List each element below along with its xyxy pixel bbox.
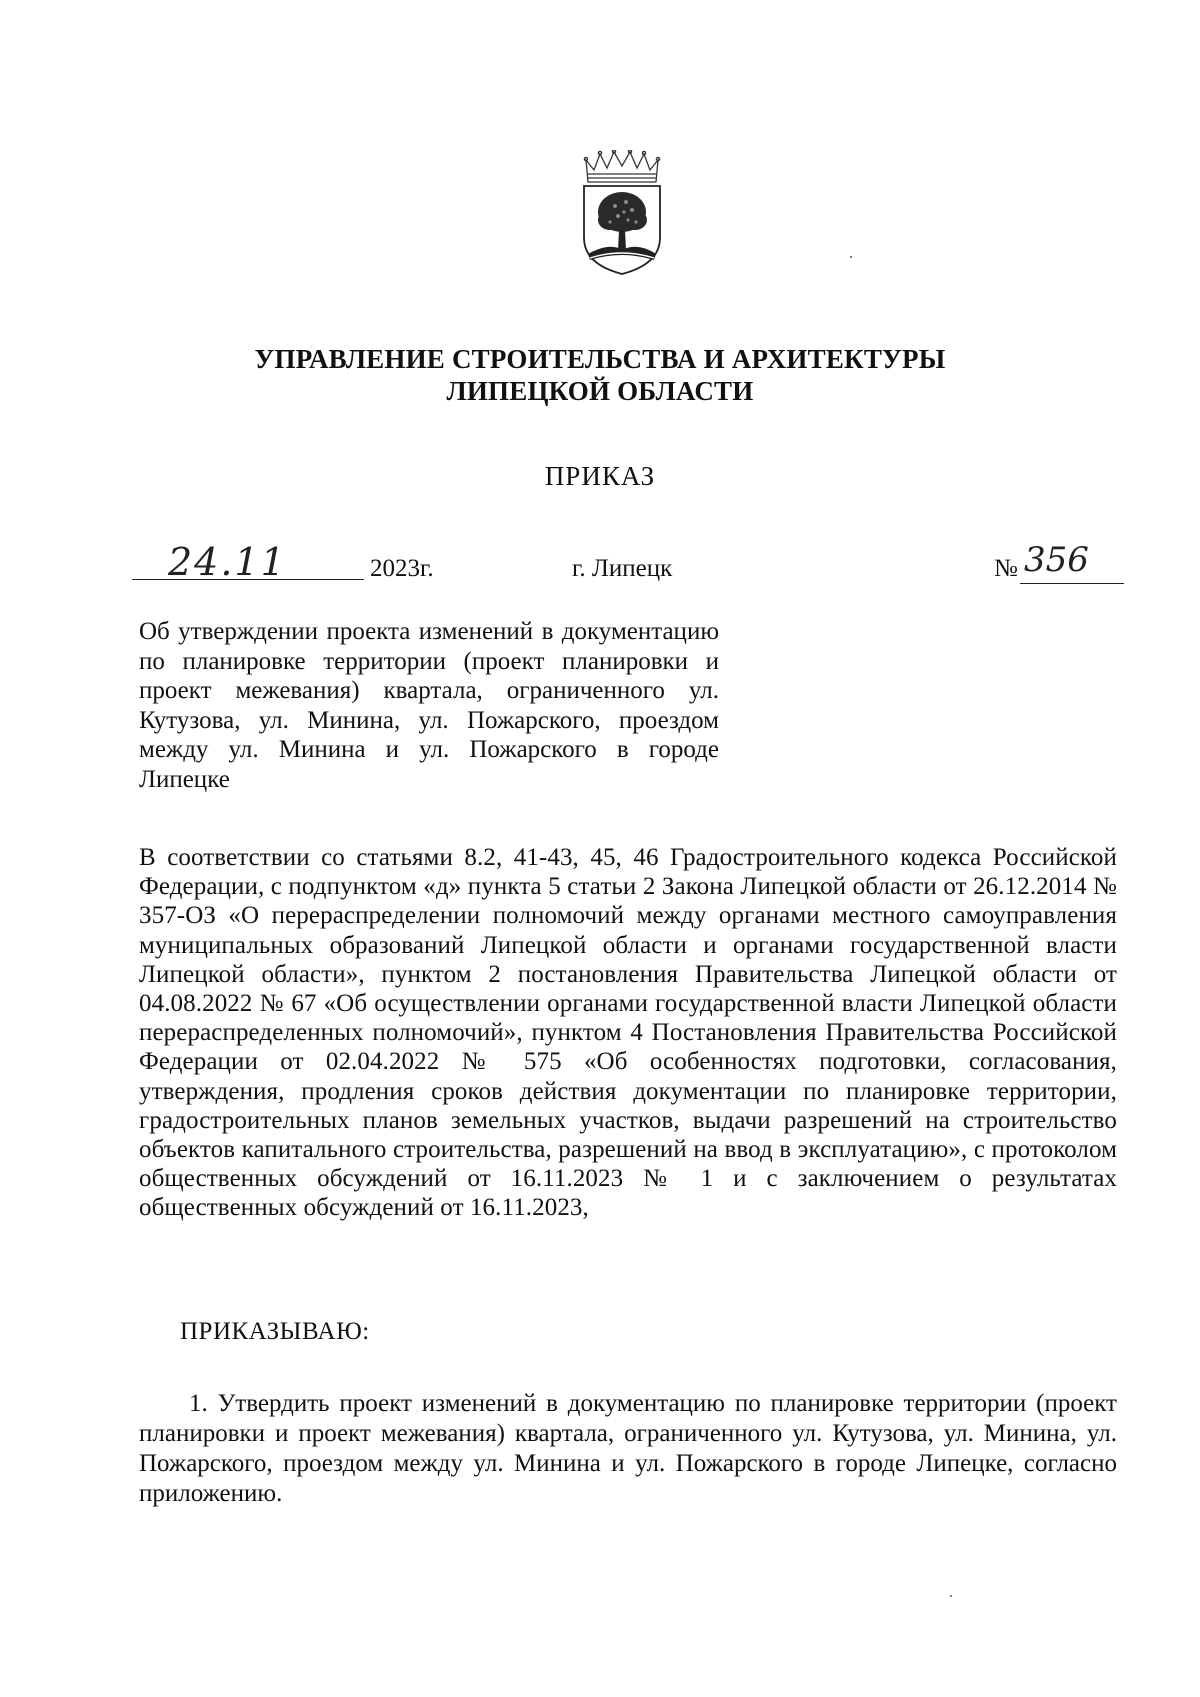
document-city: г. Липецк xyxy=(572,555,673,582)
number-label: № xyxy=(994,555,1018,582)
number-underline xyxy=(1020,582,1124,584)
document-preamble: В соответствии со статьями 8.2, 41-43, 45, 46 Градостроительного кодекса Российской Федерации, с подпунктом «д» пункта 5 статьи 2 Закона Липецкой области от 26.12.2014 № 357-ОЗ «О перераспределении полномочий между органами местного самоуправления муниципальных образований Липецкой области и органами государственной власти Липецкой области», пунктом 2 постановления Правительства Липецкой области от 04.08.2022 № 67 «Об осуществлении органами государственной власти Липецкой области перераспределенных полномочий», пунктом 4 Постановления Правительства Российской Федерации от 02.04.2022 № 575 «Об особенностях подготовки, согласования, утверждения, продления сроков действия документации по планировке территории, градостроительных планов земельных участков, выдачи разрешений на строительство объектов капитального строительства, разрешений на ввод в эксплуатацию», с протоколом общественных обсуждений от 16.11.2023 № 1 и с заключением о результатах общественных обсуждений от 16.11.2023, xyxy=(139,844,1117,1222)
handwritten-date: 24.11 xyxy=(168,540,287,584)
organization-title-line-1: УПРАВЛЕНИЕ СТРОИТЕЛЬСТВА И АРХИТЕКТУРЫ xyxy=(254,344,946,374)
organization-title-line-2: ЛИПЕЦКОЙ ОБЛАСТИ xyxy=(446,376,754,406)
scan-speck xyxy=(950,1595,952,1597)
document-subject: Об утверждении проекта изменений в документацию по планировке территории (проект планировки и проект межевания) квартала, ограниченного ул. Кутузова, ул. Минина, ул. Пожарского, проездом между ул. Минина и ул. Пожарского в городе Липецке xyxy=(139,618,719,793)
order-directive: ПРИКАЗЫВАЮ: xyxy=(180,1318,370,1345)
order-item-1: 1. Утвердить проект изменений в документацию по планировке территории (проект планировки и проект межевания) квартала, ограниченного ул. Кутузова, ул. Минина, ул. Пожарского, проездом между ул. Минина и ул. Пожарского в городе Липецке, согласно приложению. xyxy=(139,1390,1117,1507)
document-type: ПРИКАЗ xyxy=(544,461,656,491)
lipetsk-coat-of-arms-icon xyxy=(580,150,664,276)
scan-speck xyxy=(850,256,852,258)
document-year: 2023г. xyxy=(370,555,434,582)
handwritten-number: 356 xyxy=(1024,540,1089,580)
organization-title xyxy=(150,343,1050,407)
